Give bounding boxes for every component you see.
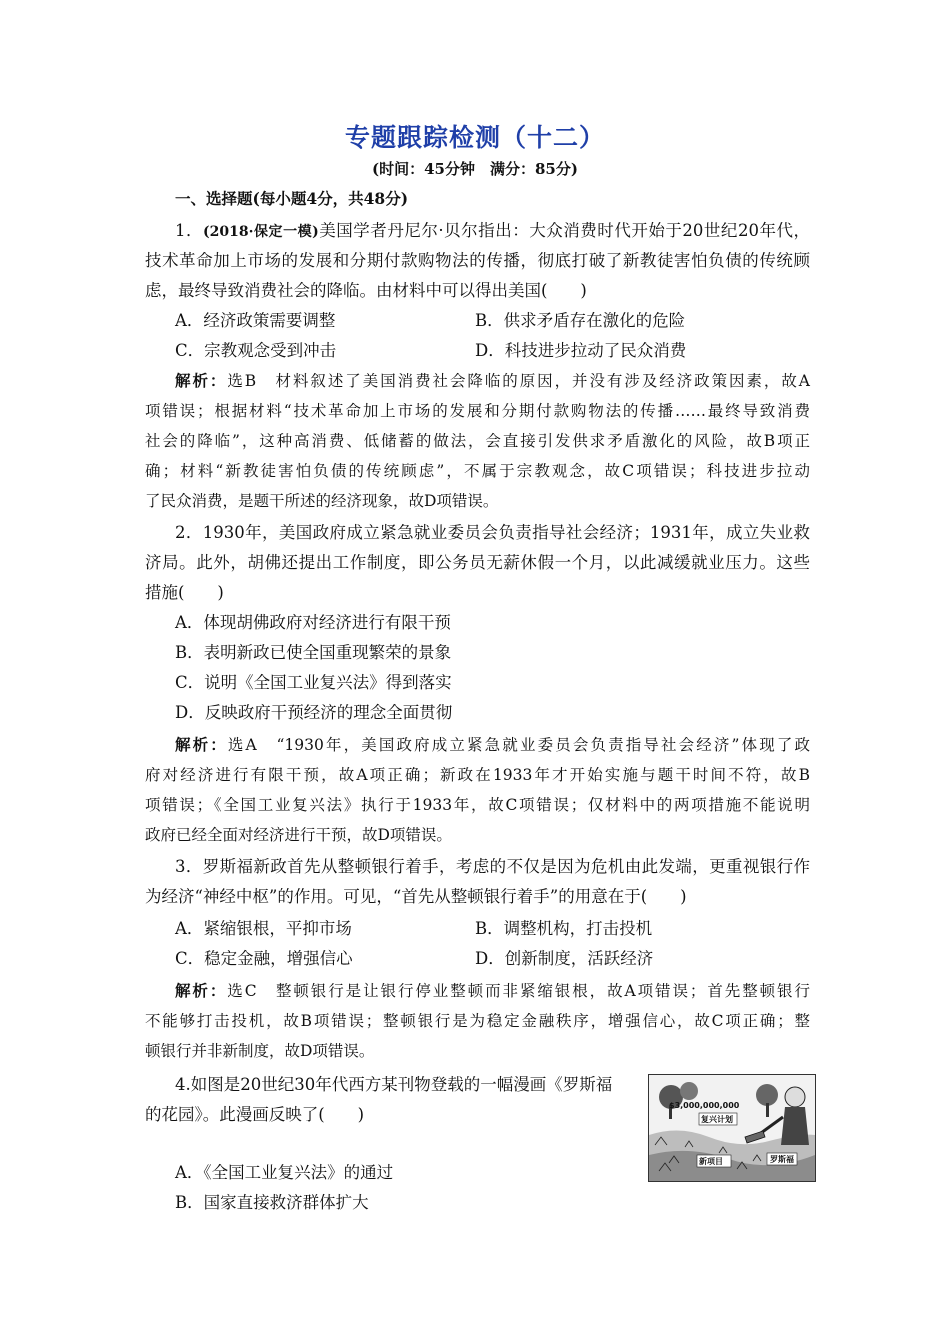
page-title: 专题跟踪检测（十二） xyxy=(344,123,605,152)
q3-option-a: A．紧缩银根，平抑市场 xyxy=(175,919,352,938)
q1-analysis-5: 了民众消费，是题干所述的经济现象，故D项错误。 xyxy=(145,492,499,510)
q2-option-d: D．反映政府干预经济的理念全面贯彻 xyxy=(175,703,453,722)
q1-option-b: B．供求矛盾存在激化的危险 xyxy=(475,311,686,330)
q3-option-c: C．稳定金融，增强信心 xyxy=(175,949,353,968)
q2-analysis-3: 项错误；《全国工业复兴法》执行于1933年，故C项错误；仅材料中的两项措施不能说明 xyxy=(145,796,810,814)
q4-line-2: 的花园》。此漫画反映了( ) xyxy=(145,1105,365,1124)
q2-analysis-1: 解析：选A “1930年，美国政府成立紧急就业委员会负责指导社会经济”体现了政 xyxy=(175,735,810,754)
q1-source: (2018·保定一模) xyxy=(203,224,319,240)
q1-line-2: 技术革命加上市场的发展和分期付款购物法的传播，彻底打破了新教徒害怕负债的传统顾 xyxy=(145,251,810,270)
cartoon-plan-label: 复兴计划 xyxy=(701,1115,733,1124)
q2-analysis-4: 政府已经全面对经济进行干预，故D项错误。 xyxy=(145,826,452,844)
exam-info: (时间：45分钟 满分：85分) xyxy=(372,160,578,178)
q2-option-c: C．说明《全国工业复兴法》得到落实 xyxy=(175,673,452,692)
q2-line-1: 2．1930年，美国政府成立紧急就业委员会负责指导社会经济；1931年，成立失业救 xyxy=(175,523,810,542)
q3-analysis-1: 解析：选C 整顿银行是让银行停业整顿而非紧缩银根，故A项错误；首先整顿银行 xyxy=(175,981,810,1000)
q1-analysis-label: 解析： xyxy=(175,371,228,390)
cartoon-image xyxy=(648,1074,816,1182)
q2-analysis-label: 解析： xyxy=(175,735,228,754)
q3-analysis-3: 顿银行并非新制度，故D项错误。 xyxy=(145,1042,375,1060)
cartoon-amount: $3,000,000,000 xyxy=(669,1101,740,1110)
q2-line-2: 济局。此外，胡佛还提出工作制度，即公务员无薪休假一个月，以此减缓就业压力。这些 xyxy=(145,553,810,572)
q1-analysis-4: 确；材料“新教徒害怕负债的传统顾虑”，不属于宗教观念，故C项错误；科技进步拉动 xyxy=(145,462,810,480)
section-heading: 一、选择题(每小题4分，共48分) xyxy=(175,189,409,208)
q4-option-b: B．国家直接救济群体扩大 xyxy=(175,1193,369,1212)
q1-option-d: D．科技进步拉动了民众消费 xyxy=(475,341,687,360)
q3-line-2: 为经济“神经中枢”的作用。可见，“首先从整顿银行着手”的用意在于( ) xyxy=(145,887,687,906)
q3-analysis-label: 解析： xyxy=(175,981,228,1000)
q3-option-b: B．调整机构，打击投机 xyxy=(475,919,653,938)
q3-line-1: 3．罗斯福新政首先从整顿银行着手，考虑的不仅是因为危机由此发端，更重视银行作 xyxy=(175,857,810,876)
q1-line-3: 虑，最终导致消费社会的降临。由材料中可以得出美国( ) xyxy=(145,281,587,300)
q2-option-b: B．表明新政已使全国重现繁荣的景象 xyxy=(175,643,452,662)
q3-analysis-2: 不能够打击投机，故B项错误；整顿银行是为稳定金融秩序，增强信心，故C项正确；整 xyxy=(145,1012,810,1030)
q1-analysis-3: 社会的降临”，这种高消费、低储蓄的做法，会直接引发供求矛盾激化的风险，故B项正 xyxy=(145,432,810,450)
q4-line-1: 4.如图是20世纪30年代西方某刊物登载的一幅漫画《罗斯福 xyxy=(175,1075,613,1094)
cartoon-newproject-label: 新项目 xyxy=(699,1157,723,1166)
q1-number: 1． xyxy=(175,221,204,240)
cartoon-name-label: 罗斯福 xyxy=(770,1155,794,1164)
q1-analysis-2: 项错误；根据材料“技术革命加上市场的发展和分期付款购物法的传播……最终导致消费 xyxy=(145,402,810,420)
q4-option-a: A．《全国工业复兴法》的通过 xyxy=(175,1163,394,1182)
q2-option-a: A．体现胡佛政府对经济进行有限干预 xyxy=(175,613,451,632)
q1-stem-1: 美国学者丹尼尔·贝尔指出：大众消费时代开始于20世纪20年代， xyxy=(318,221,810,240)
q1-analysis-1: 解析：选B 材料叙述了美国消费社会降临的原因，并没有涉及经济政策因素，故A xyxy=(175,371,810,390)
q1-line-1 xyxy=(175,220,810,243)
q1-option-c: C．宗教观念受到冲击 xyxy=(175,341,337,360)
q2-analysis-2: 府对经济进行有限干预，故A项正确；新政在1933年才开始实施与题干时间不符，故B xyxy=(145,766,810,784)
q3-option-d: D．创新制度，活跃经济 xyxy=(475,949,654,968)
q1-option-a: A．经济政策需要调整 xyxy=(175,311,336,330)
q2-line-3: 措施( ) xyxy=(145,583,224,602)
